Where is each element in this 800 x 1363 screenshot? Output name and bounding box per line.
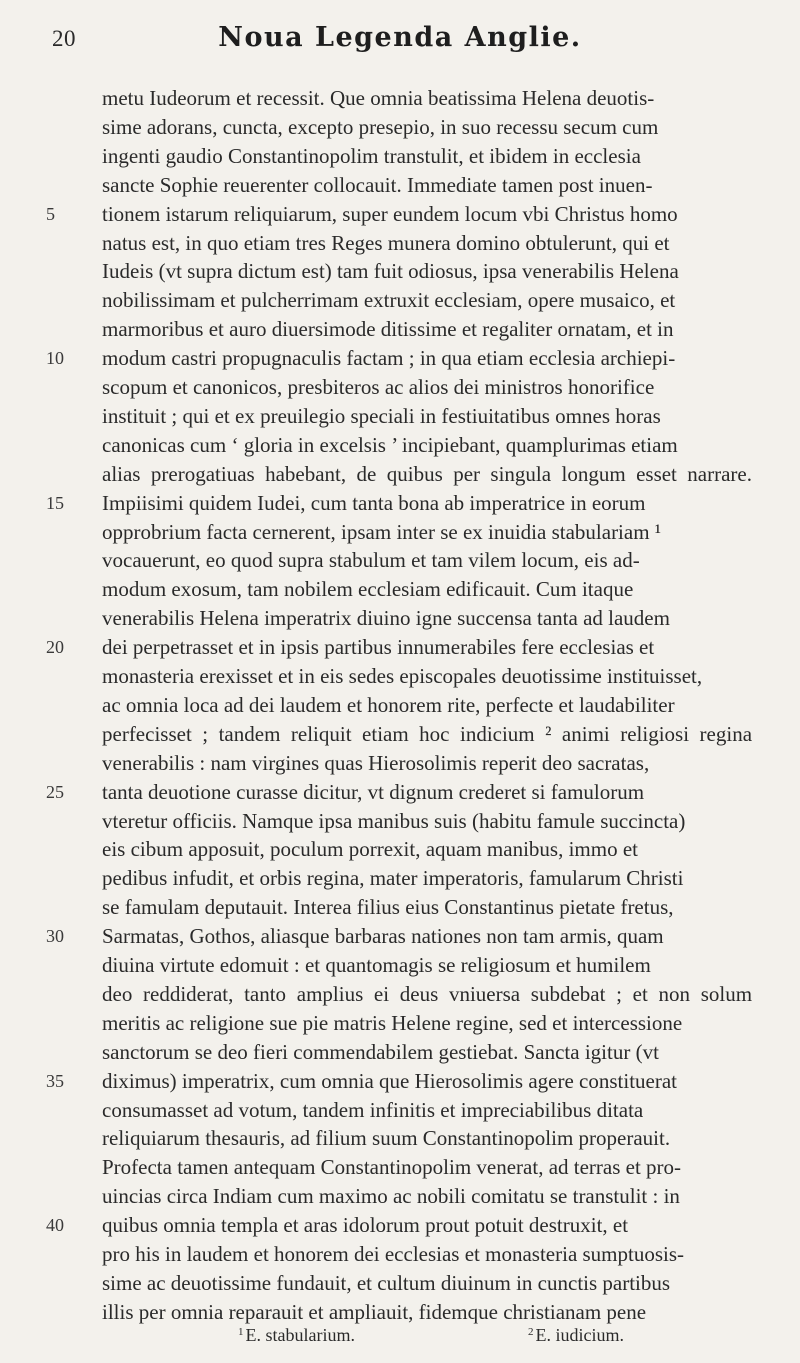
line-number xyxy=(46,460,86,488)
line-number: 30 xyxy=(46,926,64,946)
line-number xyxy=(46,575,86,603)
line-text: illis per omnia reparauit et ampliauit, fidemque christianam pene xyxy=(102,1300,647,1324)
line-text: ingenti gaudio Constantinopolim transtulit, et ibidem in ecclesia xyxy=(102,144,641,168)
text-line xyxy=(102,518,661,546)
text-line xyxy=(102,807,685,835)
text-line xyxy=(102,604,670,632)
line-text: dei perpetrasset et in ipsis partibus innumerabiles fere ecclesias et xyxy=(102,635,655,659)
line-number xyxy=(46,257,86,285)
text-line xyxy=(102,1153,681,1181)
line-text: Profecta tamen antequam Constantinopolim venerat, ad terras et pro- xyxy=(102,1155,682,1179)
text-line xyxy=(102,1124,670,1152)
line-text: modum exosum, tam nobilem ecclesiam edificauit. Cum itaque xyxy=(102,577,634,601)
text-line xyxy=(102,1240,684,1268)
text-line xyxy=(102,286,675,314)
line-text: diuina virtute edomuit : et quantomagis se religiosum et humilem xyxy=(102,953,651,977)
line-number xyxy=(46,84,86,112)
text-line xyxy=(102,546,640,574)
line-text: tanta deuotione curasse dicitur, vt dignum crederet si famulorum xyxy=(102,780,645,804)
line-text: sime adorans, cuncta, excepto presepio, in suo recessu secum cum xyxy=(102,115,659,139)
text-line xyxy=(102,402,661,430)
text-line xyxy=(102,1009,682,1037)
line-number xyxy=(46,807,86,835)
footnote-1 xyxy=(238,1318,355,1349)
footnotes xyxy=(0,1318,800,1346)
line-number: 40 xyxy=(46,1215,64,1235)
line-number xyxy=(46,142,86,170)
text-line xyxy=(102,835,638,863)
line-number xyxy=(46,171,86,199)
page-number: 20 xyxy=(52,26,76,51)
running-title: Noua Legenda Anglie. xyxy=(218,22,582,53)
line-text: Impiisimi quidem Iudei, cum tanta bona ab imperatrice in eorum xyxy=(102,491,646,515)
text-line xyxy=(102,373,654,401)
text-line xyxy=(102,200,678,228)
text-line xyxy=(102,662,702,690)
text-line xyxy=(102,1182,680,1210)
text-line xyxy=(102,893,674,921)
line-number xyxy=(46,720,86,748)
line-text: diximus) imperatrix, cum omnia que Hierosolimis agere constituerat xyxy=(102,1069,678,1093)
text-line xyxy=(102,142,641,170)
line-text: canonicas cum ‘ gloria in excelsis ’ incipiebant, quamplurimas etiam xyxy=(102,433,678,457)
line-number xyxy=(46,1009,86,1037)
line-number: 35 xyxy=(46,1071,64,1091)
line-number xyxy=(46,1182,86,1210)
text-line xyxy=(102,951,651,979)
text-line xyxy=(102,489,646,517)
line-text: modum castri propugnaculis factam ; in qua etiam ecclesia archiepi- xyxy=(102,346,676,370)
text-line xyxy=(102,171,652,199)
text-line xyxy=(102,84,654,112)
line-number xyxy=(46,691,86,719)
line-text: monasteria erexisset et in eis sedes episcopales deuotissime instituisset, xyxy=(102,664,703,688)
text-line xyxy=(102,922,664,950)
page-header xyxy=(0,0,800,90)
text-line xyxy=(102,1211,628,1239)
line-text: natus est, in quo etiam tres Reges munera domino obtulerunt, qui et xyxy=(102,231,670,255)
line-text: Iudeis (vt supra dictum est) tam fuit odiosus, ipsa venerabilis Helena xyxy=(102,259,679,283)
line-text: se famulam deputauit. Interea filius eius Constantinus pietate fretus, xyxy=(102,895,674,919)
line-text: alias prerogatiuas habebant, de quibus per singula longum esset narrare. xyxy=(102,462,752,486)
line-number: 5 xyxy=(46,204,55,224)
text-line xyxy=(102,864,683,892)
line-number xyxy=(46,373,86,401)
line-text: metu Iudeorum et recessit. Que omnia beatissima Helena deuotis- xyxy=(102,86,655,110)
line-text: uincias circa Indiam cum maximo ac nobili comitatu se transtulit : in xyxy=(102,1184,680,1208)
line-text: scopum et canonicos, presbiteros ac alios dei ministros honorifice xyxy=(102,375,655,399)
line-text: ac omnia loca ad dei laudem et honorem rite, perfecte et laudabiliter xyxy=(102,693,675,717)
text-line xyxy=(102,1096,643,1124)
line-text: eis cibum apposuit, poculum porrexit, aquam manibus, immo et xyxy=(102,837,638,861)
line-number xyxy=(46,113,86,141)
line-text: sancte Sophie reuerenter collocauit. Immediate tamen post inuen- xyxy=(102,173,653,197)
line-number: 25 xyxy=(46,782,64,802)
line-number: 20 xyxy=(46,637,64,657)
line-number xyxy=(46,893,86,921)
line-number: 15 xyxy=(46,493,64,513)
line-text: instituit ; qui et ex preuilegio speciali in festiuitatibus omnes horas xyxy=(102,404,661,428)
line-number: 10 xyxy=(46,348,64,368)
footnote-text: E. stabularium. xyxy=(245,1325,355,1345)
text-line xyxy=(102,575,633,603)
text-line xyxy=(102,1038,659,1066)
line-number xyxy=(46,518,86,546)
line-number xyxy=(46,864,86,892)
line-text: vteretur officiis. Namque ipsa manibus suis (habitu famule succincta) xyxy=(102,809,686,833)
footnote-2 xyxy=(528,1318,624,1349)
line-text: vocauerunt, eo quod supra stabulum et tam vilem locum, eis ad- xyxy=(102,548,640,572)
line-number xyxy=(46,951,86,979)
text-line xyxy=(102,460,752,488)
line-number xyxy=(46,980,86,1008)
line-text: nobilissimam et pulcherrimam extruxit ecclesiam, opere musaico, et xyxy=(102,288,676,312)
line-number xyxy=(46,286,86,314)
line-text: Sarmatas, Gothos, aliasque barbaras nationes non tam armis, quam xyxy=(102,924,664,948)
line-text: tionem istarum reliquiarum, super eundem locum vbi Christus homo xyxy=(102,202,678,226)
line-text: perfecisset ; tandem reliquit etiam hoc indicium ² animi religiosi regina xyxy=(102,722,753,746)
text-line xyxy=(102,257,679,285)
line-number xyxy=(46,1269,86,1297)
line-number xyxy=(46,402,86,430)
text-line xyxy=(102,749,649,777)
line-text: meritis ac religione sue pie matris Helene regine, sed et intercessione xyxy=(102,1011,683,1035)
text-line xyxy=(102,633,654,661)
text-line xyxy=(102,980,752,1008)
text-line xyxy=(102,431,678,459)
line-number xyxy=(46,1153,86,1181)
line-number xyxy=(46,1240,86,1268)
text-line xyxy=(102,1269,670,1297)
line-number xyxy=(46,546,86,574)
line-number xyxy=(46,749,86,777)
footnote-marker: 1 xyxy=(238,1326,244,1338)
text-line xyxy=(102,778,644,806)
text-line xyxy=(102,229,669,257)
text-line xyxy=(102,315,674,343)
line-text: consumasset ad votum, tandem infinitis et impreciabilibus ditata xyxy=(102,1098,644,1122)
line-text: sanctorum se deo fieri commendabilem gestiebat. Sancta igitur (vt xyxy=(102,1040,659,1064)
line-number xyxy=(46,229,86,257)
line-number xyxy=(46,662,86,690)
line-text: pedibus infudit, et orbis regina, mater imperatoris, famularum Christi xyxy=(102,866,684,890)
line-number xyxy=(46,1096,86,1124)
line-number xyxy=(46,1124,86,1152)
line-text: reliquiarum thesauris, ad filium suum Constantinopolim properauit. xyxy=(102,1126,671,1150)
line-text: marmoribus et auro diuersimode ditissime et regaliter ornatam, et in xyxy=(102,317,674,341)
text-line xyxy=(102,720,752,748)
line-text: sime ac deuotissime fundauit, et cultum diuinum in cunctis partibus xyxy=(102,1271,671,1295)
line-text: opprobrium facta cernerent, ipsam inter se ex inuidia stabulariam ¹ xyxy=(102,520,662,544)
line-number xyxy=(46,431,86,459)
text-line xyxy=(102,1067,677,1095)
line-number xyxy=(46,1038,86,1066)
line-text: deo reddiderat, tanto amplius ei deus vniuersa subdebat ; et non solum xyxy=(102,982,753,1006)
text-line xyxy=(102,113,658,141)
line-number xyxy=(46,604,86,632)
line-text: venerabilis Helena imperatrix diuino igne succensa tanta ad laudem xyxy=(102,606,670,630)
footnote-text: E. iudicium. xyxy=(535,1325,624,1345)
line-text: venerabilis : nam virgines quas Hierosolimis reperit deo sacratas, xyxy=(102,751,650,775)
text-line xyxy=(102,344,675,372)
footnote-marker: 2 xyxy=(528,1326,534,1338)
line-text: pro his in laudem et honorem dei ecclesias et monasteria sumptuosis- xyxy=(102,1242,685,1266)
line-text: quibus omnia templa et aras idolorum prout potuit destruxit, et xyxy=(102,1213,629,1237)
line-number xyxy=(46,315,86,343)
line-number xyxy=(46,835,86,863)
text-line xyxy=(102,691,675,719)
